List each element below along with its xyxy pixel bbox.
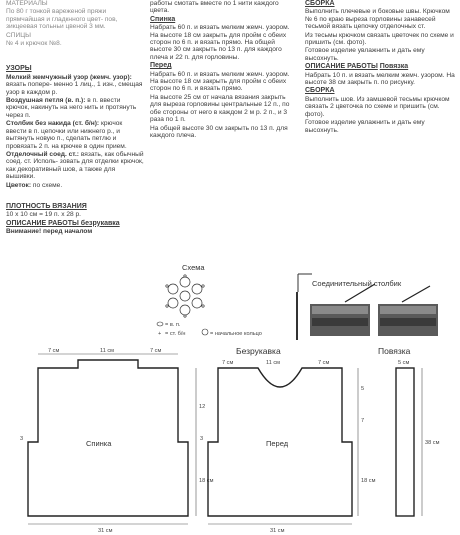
chain-text: в п. ввести крючок, накинуть на него нить и протянуть через п. — [6, 97, 137, 119]
needles-text: № 4 и крючок №8. — [6, 40, 62, 48]
front-label: Перед — [266, 439, 289, 448]
front-dim-left: 3 — [200, 436, 204, 442]
back-label: Спинка — [86, 439, 112, 448]
back-heading: Спинка — [150, 15, 176, 23]
materials-heading: МАТЕРИАЛЫ — [6, 0, 48, 7]
intro-text: работы смотать вместе по 1 нити каждого цвета. — [150, 0, 279, 15]
slst-text: вязать, как обычный соед. ст. Исполь- зовать для отделки крючок, как декоративный шов, а также для вышивки. — [6, 150, 144, 181]
back-piece — [20, 348, 214, 534]
legend-chain: = в. п. — [165, 322, 181, 328]
front-text-3: На общей высоте 30 см закрыть по 13 п. для каждого плеча. — [150, 124, 288, 139]
patterns-heading: УЗОРЫ — [6, 65, 32, 73]
materials-text: По 80 г тонкой вареженой пряжи прямчайшая и гладкнного цвет- пов, зикцеевая тольньи цвеной 3 мм. — [6, 8, 118, 31]
crochet-swatch-left-icon — [310, 284, 375, 336]
back-dim-side-lower: 18 см — [199, 478, 214, 484]
front-dim-top-mid: 11 см — [266, 360, 281, 366]
slst-heading: Отделочный соед. ст.: — [6, 150, 79, 158]
flower-scheme — [150, 262, 270, 340]
description-heading: ОПИСАНИЕ РАБОТЫ безрукавка — [6, 219, 120, 227]
back-dim-top-left: 7 см — [48, 348, 60, 354]
headband-title: Повязка — [378, 346, 411, 356]
legend-sc: = ст. б/н — [165, 331, 186, 337]
assembly-text: Выполнить плечевые и боковые швы. Крючком № 6 по краю выреза горловины занавесей тесьмой вязать цепочку отделочных ст. — [305, 8, 450, 31]
assembly2-text: Выполнить шов. Из замшевой тесьмы крючком связать 2 цветочка по схеме и пришить (см. фото). — [305, 95, 450, 118]
left-column — [6, 0, 144, 237]
pearl-text: вязать попере- менно 1 лиц., 1 изн., смещая узор в каждом р. — [6, 81, 143, 96]
pattern-pieces — [0, 340, 460, 535]
pearl-heading: Мелкий жемчужный узор (жемч. узор): — [6, 73, 132, 81]
assembly-heading: СБОРКА — [305, 0, 335, 7]
assembly2-heading: СБОРКА — [305, 87, 335, 95]
back-dim-side-upper: 12 — [199, 404, 206, 410]
band-dim-height: 38 см — [425, 440, 440, 446]
front-heading: Перед — [150, 62, 172, 70]
connector-stitch-diagram — [290, 262, 455, 344]
gauge-heading: ПЛОТНОСТЬ ВЯЗАНИЯ — [6, 202, 87, 210]
scheme-legend — [157, 322, 262, 337]
chain-heading: Воздушная петля (в. п.): — [6, 97, 86, 105]
front-dim-side-lower: 18 см — [361, 478, 376, 484]
vest-title: Безрукавка — [236, 346, 281, 356]
assembly-text-2: Из тесьмы крючком связать цветочек по схеме и пришить (см. фото). — [305, 31, 454, 47]
description-text: Внимание! перед началом — [6, 228, 93, 236]
legend-ring: = начальное кольцо — [210, 331, 262, 337]
headband-piece — [378, 346, 440, 516]
back-dim-bottom: 31 см — [98, 528, 113, 534]
front-dim-side-upper: 5 — [361, 386, 365, 392]
headband-heading-2: Повязка — [379, 63, 409, 71]
front-dim-side-mid: 7 — [361, 418, 365, 424]
headband-text: Набрать 10 п. и вязать мелким жемч. узором. На высоте 38 см закрыть п. по рисунку. — [305, 71, 455, 87]
middle-column — [150, 0, 295, 140]
front-dim-top-left: 7 см — [222, 360, 234, 366]
flower-text: по схеме. — [32, 181, 63, 189]
front-piece — [200, 346, 376, 534]
scheme-title: Схема — [182, 263, 205, 272]
back-dim-top-mid: 11 см — [100, 348, 115, 354]
sc-text: крючок ввести в п. цепочки или нижнего р., и вытянуть новую п., сделать петлю и провязать 2 п. на крючке в один прием. — [6, 120, 127, 150]
sc-heading: Столбик без накида (ст. б/н): — [6, 120, 100, 128]
needles-heading: СПИЦЫ — [6, 31, 31, 39]
assembly-text-3: Готовое изделие увлажнить и дать ему высохнуть. — [305, 47, 425, 62]
connector-title: Соединительный столбик — [312, 279, 402, 288]
front-dim-top-right: 7 см — [318, 360, 330, 366]
right-column — [305, 0, 455, 135]
headband-heading: ОПИСАНИЕ РАБОТЫ — [305, 63, 378, 71]
back-dim-left: 3 — [20, 436, 24, 442]
crochet-swatch-right-icon — [378, 286, 438, 336]
assembly2-text-2: Готовое изделие увлажнить и дать ему высохнуть. — [305, 119, 425, 134]
flower-heading: Цветок: — [6, 181, 32, 189]
back-text: Набрать 60 п. и вязать мелким жемч. узором. На высоте 18 см закрыть для пройм с обеих сторон по 6 п. и вязать прямо. На общей высоте 30 см закрыть по 13 п. для каждого плеча и 22 п. для горловины. — [150, 24, 290, 61]
back-dim-top-right: 7 см — [150, 348, 162, 354]
front-dim-bottom: 31 см — [270, 528, 285, 534]
gauge-text: 10 х 10 см = 19 п. х 28 р. — [6, 211, 82, 219]
svg-text:+: + — [158, 331, 162, 337]
band-dim-width: 5 см — [398, 360, 410, 366]
front-text: Набрать 60 п. и вязать мелким жемч. узором. На высоте 18 см закрыть для пройм с обеих сторон по 6 п. и вязать прямо. — [150, 70, 290, 93]
flower-motif-icon — [166, 275, 204, 317]
front-text-2: На высоте 25 см от начала вязания закрыть для выреза горловины центральные 12 п., по обе стороны от него в каждом 2 м р. 2 п., и 3 раза по 1 п. — [150, 93, 290, 124]
